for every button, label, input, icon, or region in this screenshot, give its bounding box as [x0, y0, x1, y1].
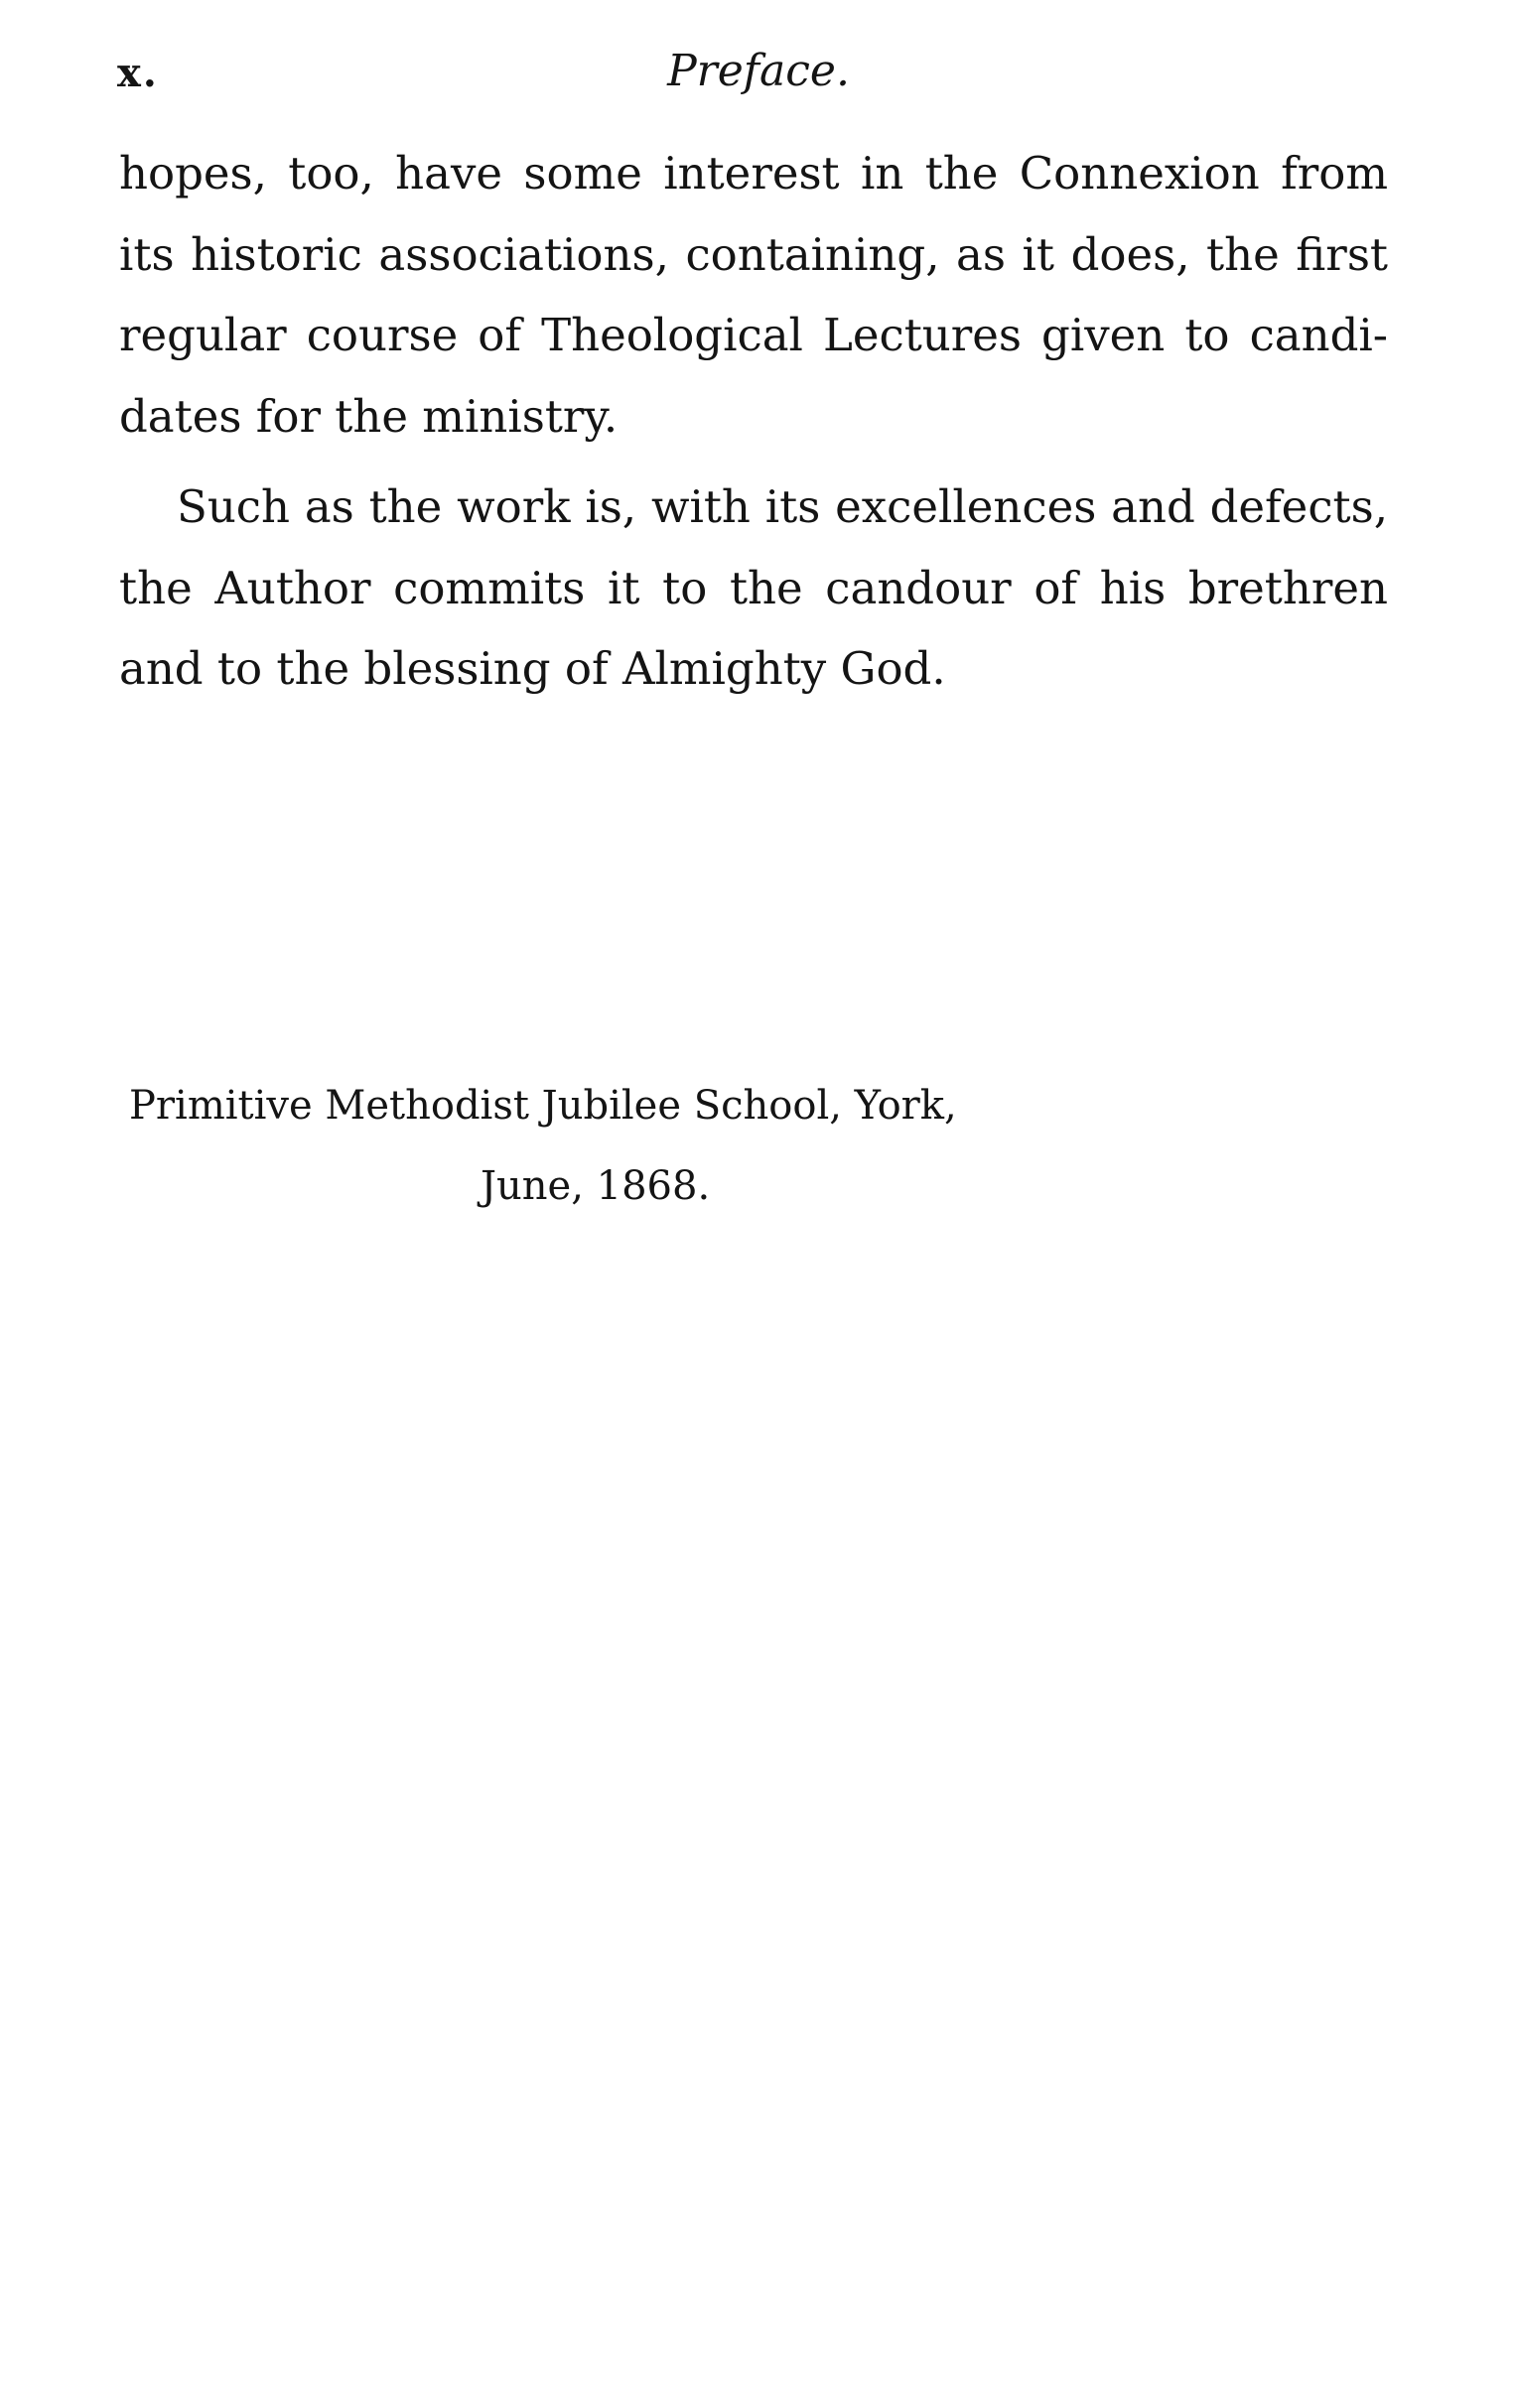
text-line: its historic associations, containing, as it does, the first [119, 227, 1388, 281]
signoff-place: Primitive Methodist Jubilee School, York, [129, 1083, 957, 1129]
text-line: hopes, too, have some interest in the Connexion from [119, 147, 1388, 200]
signoff-date: June, 1868. [481, 1163, 711, 1209]
running-head: Preface. [667, 46, 850, 96]
text-line: the Author commits it to the candour of his brethren [119, 561, 1388, 614]
text-line: regular course of Theological Lectures given to candi- [119, 309, 1388, 361]
paragraph-2 [119, 467, 1388, 710]
text-line: Such as the work is, with its excellences and defects, [177, 480, 1388, 533]
text-line: dates for the ministry. [119, 389, 619, 443]
page-number: x. [117, 50, 159, 96]
paragraph-1 [119, 133, 1388, 457]
text-line: and to the blessing of Almighty God. [119, 642, 946, 695]
